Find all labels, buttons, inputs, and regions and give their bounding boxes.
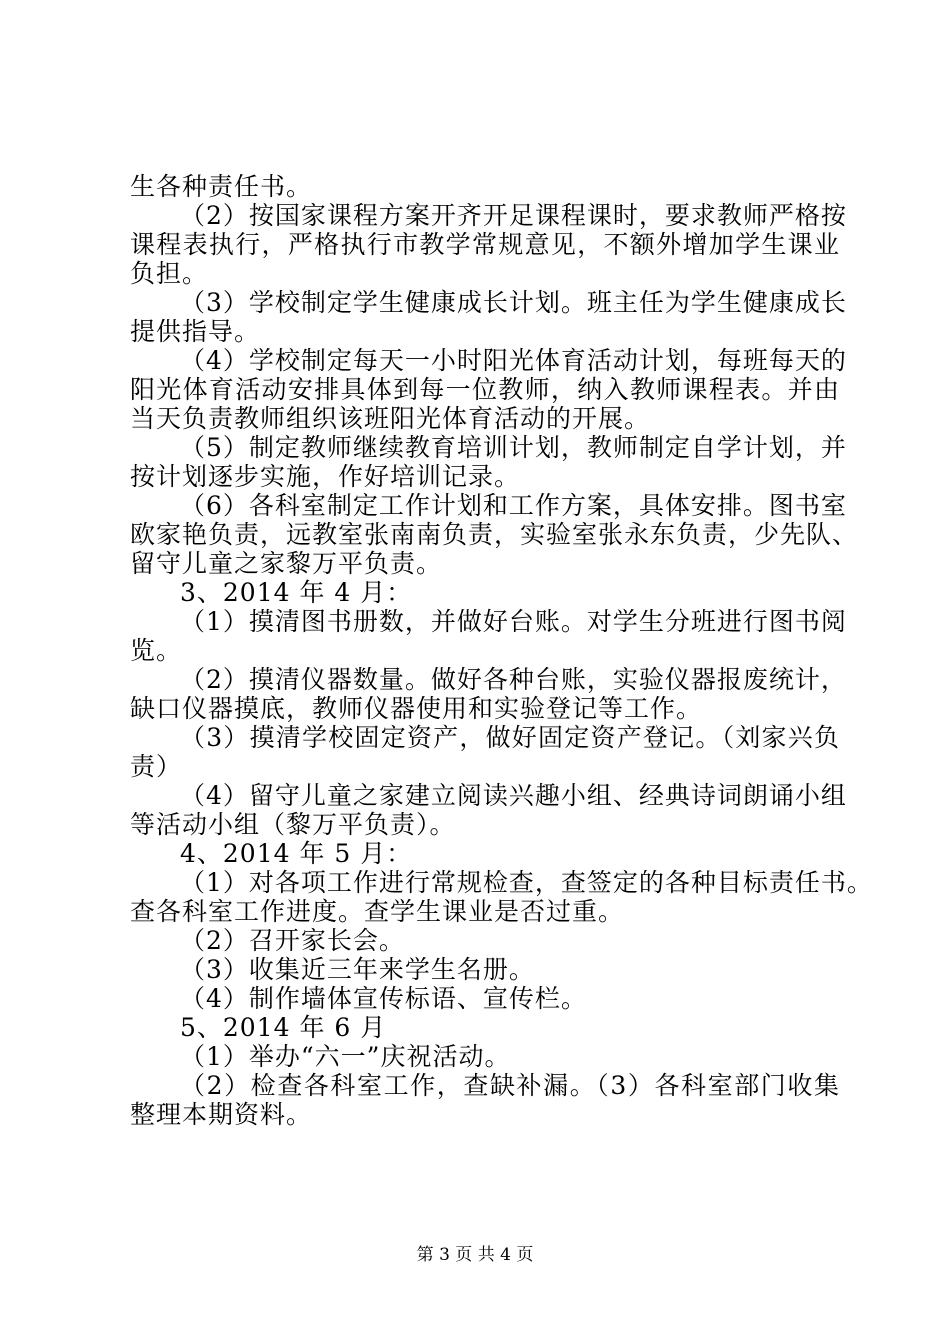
text-line: （4）留守儿童之家建立阅读兴趣小组、经典诗词朗诵小组 (180, 781, 847, 810)
document-body (130, 172, 873, 1129)
text-line: 等活动小组（黎万平负责）。 (130, 810, 456, 839)
text-line: （3）摸清学校固定资产，做好固定资产登记。（刘家兴负 (180, 723, 840, 752)
text-line: （3）收集近三年来学生名册。 (180, 955, 535, 984)
text-line: （6）各科室制定工作计划和工作方案，具体安排。图书室 (180, 491, 847, 520)
text-line: 整理本期资料。 (130, 1100, 313, 1129)
text-line: （4）学校制定每天一小时阳光体育活动计划，每班每天的 (180, 346, 847, 375)
text-line: 查各科室工作进度。查学生课业是否过重。 (130, 897, 625, 926)
text-line: 提供指导。 (130, 317, 261, 346)
text-line: 5、2014 年 6 月 (180, 1013, 387, 1042)
text-line: 欧家艳负责，远教室张南南负责，实验室张永东负责，少先队、 (130, 520, 859, 549)
text-line: （1）对各项工作进行常规检查，查签定的各种目标责任书。 (180, 868, 873, 897)
text-line: 当天负责教师组织该班阳光体育活动的开展。 (130, 404, 651, 433)
text-line: （5）制定教师继续教育培训计划，教师制定自学计划，并 (180, 433, 847, 462)
text-line: （2）摸清仪器数量。做好各种台账，实验仪器报废统计， (180, 665, 847, 694)
text-line: 缺口仪器摸底，教师仪器使用和实验登记等工作。 (130, 694, 703, 723)
text-line: 阳光体育活动安排具体到每一位教师，纳入教师课程表。并由 (130, 375, 840, 404)
text-line: 览。 (130, 636, 183, 665)
text-line: 留守儿童之家黎万平负责。 (130, 549, 443, 578)
text-line: （2）召开家长会。 (180, 926, 405, 955)
text-line: （2）按国家课程方案开齐开足课程课时，要求教师严格按 (180, 201, 847, 230)
text-line: 按计划逐步实施，作好培训记录。 (130, 462, 521, 491)
text-line: 4、2014 年 5 月： (180, 839, 413, 868)
text-line: （4）制作墙体宣传标语、宣传栏。 (180, 984, 587, 1013)
text-line: （1）摸清图书册数，并做好台账。对学生分班进行图书阅 (180, 607, 847, 636)
text-line: （1）举办“六一”庆祝活动。 (180, 1042, 511, 1071)
page-footer: 第 3 页 共 4 页 (416, 1245, 534, 1265)
text-line: 生各种责任书。 (130, 172, 313, 201)
text-line: 负担。 (130, 259, 209, 288)
text-line: 责） (130, 752, 183, 781)
text-line: 课程表执行，严格执行市教学常规意见，不额外增加学生课业 (130, 230, 840, 259)
text-line: （3）学校制定学生健康成长计划。班主任为学生健康成长 (180, 288, 847, 317)
text-line: （2）检查各科室工作，查缺补漏。（3）各科室部门收集 (180, 1071, 840, 1100)
text-line: 3、2014 年 4 月： (180, 578, 413, 607)
